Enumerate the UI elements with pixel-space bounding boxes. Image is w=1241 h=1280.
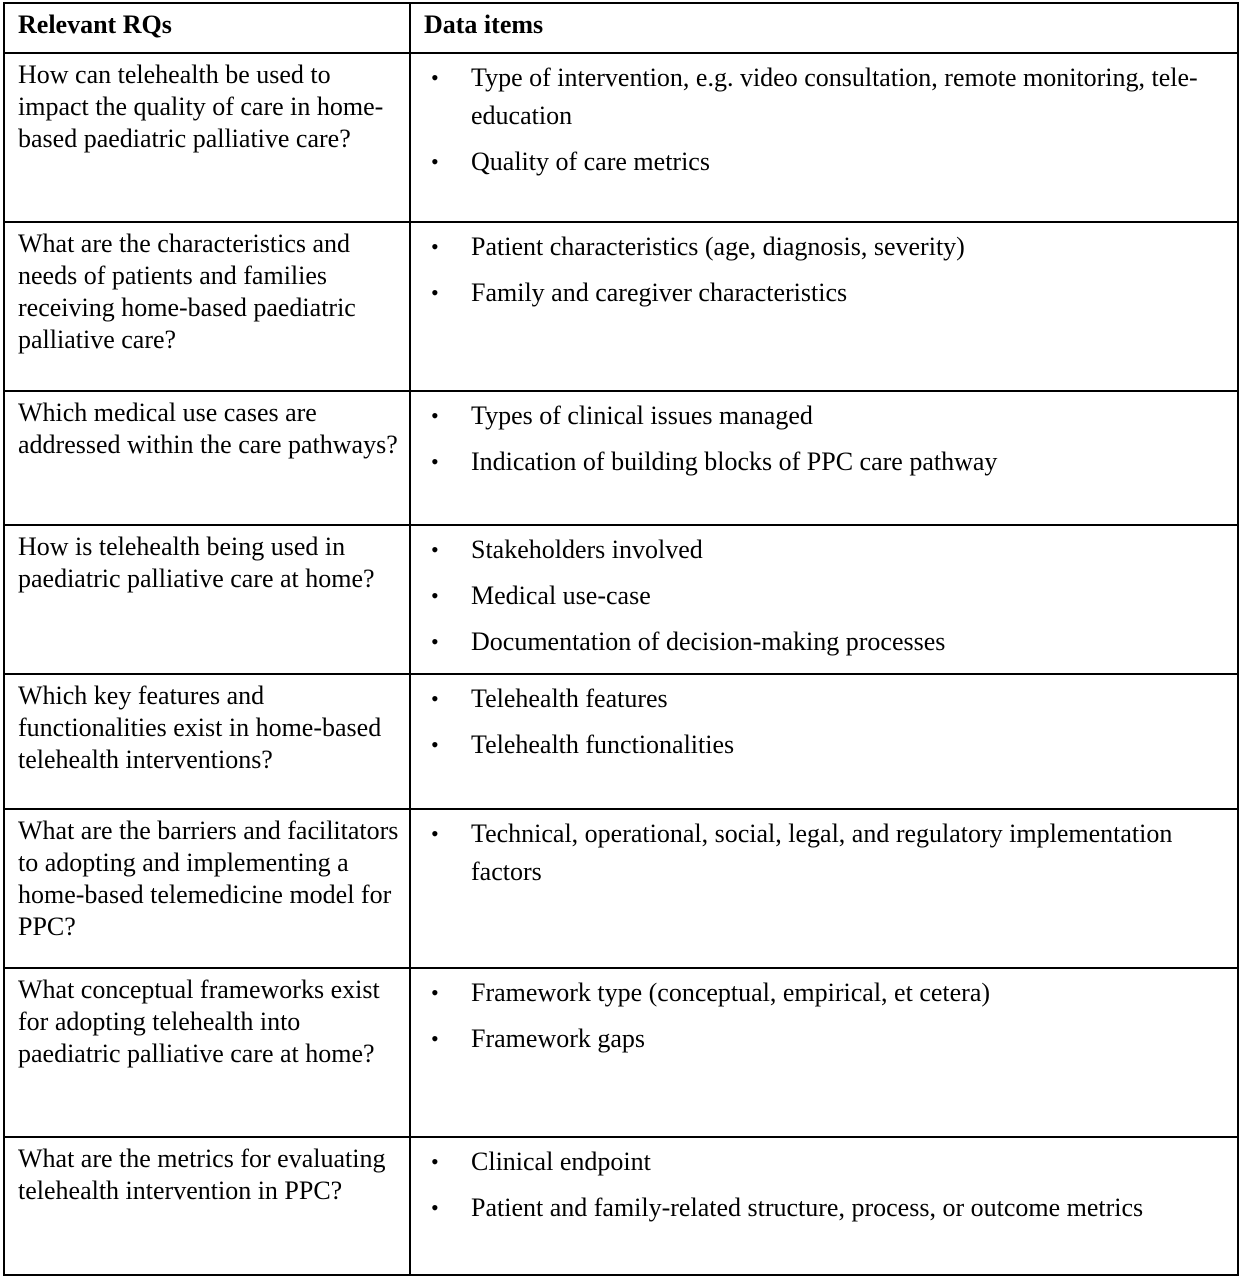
data-items-list bbox=[411, 974, 1227, 1058]
research-question-text: How can telehealth be used to impact the quality of care in home-based paediatric palliative care? bbox=[18, 60, 384, 153]
research-question-text: What are the metrics for evaluating telehealth intervention in PPC? bbox=[18, 1144, 386, 1206]
data-item-text: Clinical endpoint bbox=[471, 1147, 651, 1177]
research-question-cell bbox=[4, 968, 410, 1137]
data-items-cell bbox=[410, 53, 1238, 222]
list-item bbox=[411, 228, 1227, 266]
research-question-text: What are the characteristics and needs of patients and families receiving home-based paediatric palliative care? bbox=[18, 229, 356, 355]
bullet-icon: • bbox=[431, 629, 439, 655]
research-question-cell bbox=[4, 809, 410, 968]
data-items-cell bbox=[410, 222, 1238, 391]
table-row bbox=[4, 53, 1238, 222]
data-item-text: Telehealth features bbox=[471, 684, 668, 714]
table-row bbox=[4, 525, 1238, 674]
list-item bbox=[411, 59, 1227, 135]
list-item bbox=[411, 680, 1227, 718]
table-row bbox=[4, 968, 1238, 1137]
research-question-text: What are the barriers and facilitators to adopting and implementing a home-based telemedicine model for PPC? bbox=[18, 815, 399, 941]
data-item-text: Telehealth functionalities bbox=[471, 730, 735, 760]
table-row bbox=[4, 809, 1238, 968]
table-row bbox=[4, 391, 1238, 525]
data-item-text: Documentation of decision-making processes bbox=[471, 627, 946, 657]
bullet-icon: • bbox=[431, 732, 439, 758]
bullet-icon: • bbox=[431, 820, 439, 846]
list-item bbox=[411, 1143, 1227, 1181]
research-question-text: Which medical use cases are addressed within the care pathways? bbox=[18, 398, 398, 460]
data-item-text: Indication of building blocks of PPC care pathway bbox=[471, 447, 998, 477]
bullet-icon: • bbox=[431, 537, 439, 563]
bullet-icon: • bbox=[431, 149, 439, 174]
bullet-icon: • bbox=[431, 1149, 439, 1175]
bullet-icon: • bbox=[431, 280, 439, 306]
research-question-cell bbox=[4, 53, 410, 222]
table-row bbox=[4, 674, 1238, 809]
data-item-text: Patient characteristics (age, diagnosis, severity) bbox=[471, 232, 965, 262]
bullet-icon: • bbox=[431, 403, 439, 429]
data-item-text: Framework type (conceptual, empirical, et cetera) bbox=[471, 977, 991, 1007]
research-question-cell bbox=[4, 1137, 410, 1275]
data-items-cell bbox=[410, 525, 1238, 674]
list-item bbox=[411, 577, 1227, 615]
list-item bbox=[411, 974, 1227, 1012]
research-question-cell bbox=[4, 391, 410, 525]
rq-data-items-table bbox=[3, 2, 1239, 1276]
bullet-icon: • bbox=[431, 234, 439, 260]
data-item-text: Medical use-case bbox=[471, 581, 651, 611]
data-item-text: Quality of care metrics bbox=[471, 147, 710, 176]
list-item bbox=[411, 274, 1227, 312]
bullet-icon: • bbox=[431, 1025, 439, 1051]
list-item bbox=[411, 1189, 1227, 1227]
data-items-list bbox=[411, 815, 1227, 891]
data-items-cell bbox=[410, 809, 1238, 968]
data-items-cell bbox=[410, 391, 1238, 525]
data-item-text: Family and caregiver characteristics bbox=[471, 278, 848, 308]
list-item bbox=[411, 397, 1227, 435]
bullet-icon: • bbox=[431, 583, 439, 609]
data-item-text: Framework gaps bbox=[471, 1023, 646, 1053]
data-item-text: Stakeholders involved bbox=[471, 535, 703, 565]
data-item-text: Types of clinical issues managed bbox=[471, 401, 813, 431]
research-question-text: What conceptual frameworks exist for adopting telehealth into paediatric palliative care at home? bbox=[18, 974, 380, 1068]
bullet-icon: • bbox=[431, 979, 439, 1005]
list-item bbox=[411, 443, 1227, 481]
header-data-items: Data items bbox=[410, 3, 1238, 53]
data-items-list bbox=[411, 1143, 1227, 1227]
data-items-list bbox=[411, 397, 1227, 481]
research-question-cell bbox=[4, 525, 410, 674]
list-item bbox=[411, 531, 1227, 569]
research-question-cell bbox=[4, 674, 410, 809]
data-items-cell bbox=[410, 674, 1238, 809]
data-item-text: Technical, operational, social, legal, and regulatory implementation factors bbox=[471, 818, 1173, 886]
research-question-text: Which key features and functionalities exist in home-based telehealth interventions? bbox=[18, 681, 382, 775]
header-relevant-rqs: Relevant RQs bbox=[4, 3, 410, 53]
header-row bbox=[4, 3, 1238, 53]
data-items-cell bbox=[410, 968, 1238, 1137]
bullet-icon: • bbox=[431, 65, 439, 90]
bullet-icon: • bbox=[431, 449, 439, 475]
table-row bbox=[4, 222, 1238, 391]
data-items-list bbox=[411, 531, 1227, 661]
bullet-icon: • bbox=[431, 1195, 439, 1221]
data-items-list bbox=[411, 59, 1227, 181]
data-items-list bbox=[411, 228, 1227, 312]
research-question-text: How is telehealth being used in paediatric palliative care at home? bbox=[18, 532, 375, 594]
data-item-text: Patient and family-related structure, process, or outcome metrics bbox=[471, 1193, 1144, 1223]
list-item bbox=[411, 1020, 1227, 1058]
data-items-cell bbox=[410, 1137, 1238, 1275]
list-item bbox=[411, 815, 1227, 891]
data-items-list bbox=[411, 680, 1227, 764]
data-item-text: Type of intervention, e.g. video consultation, remote monitoring, tele-education bbox=[471, 63, 1198, 130]
list-item bbox=[411, 726, 1227, 764]
list-item bbox=[411, 623, 1227, 661]
bullet-icon: • bbox=[431, 686, 439, 712]
research-question-cell bbox=[4, 222, 410, 391]
list-item bbox=[411, 143, 1227, 181]
table-row bbox=[4, 1137, 1238, 1275]
